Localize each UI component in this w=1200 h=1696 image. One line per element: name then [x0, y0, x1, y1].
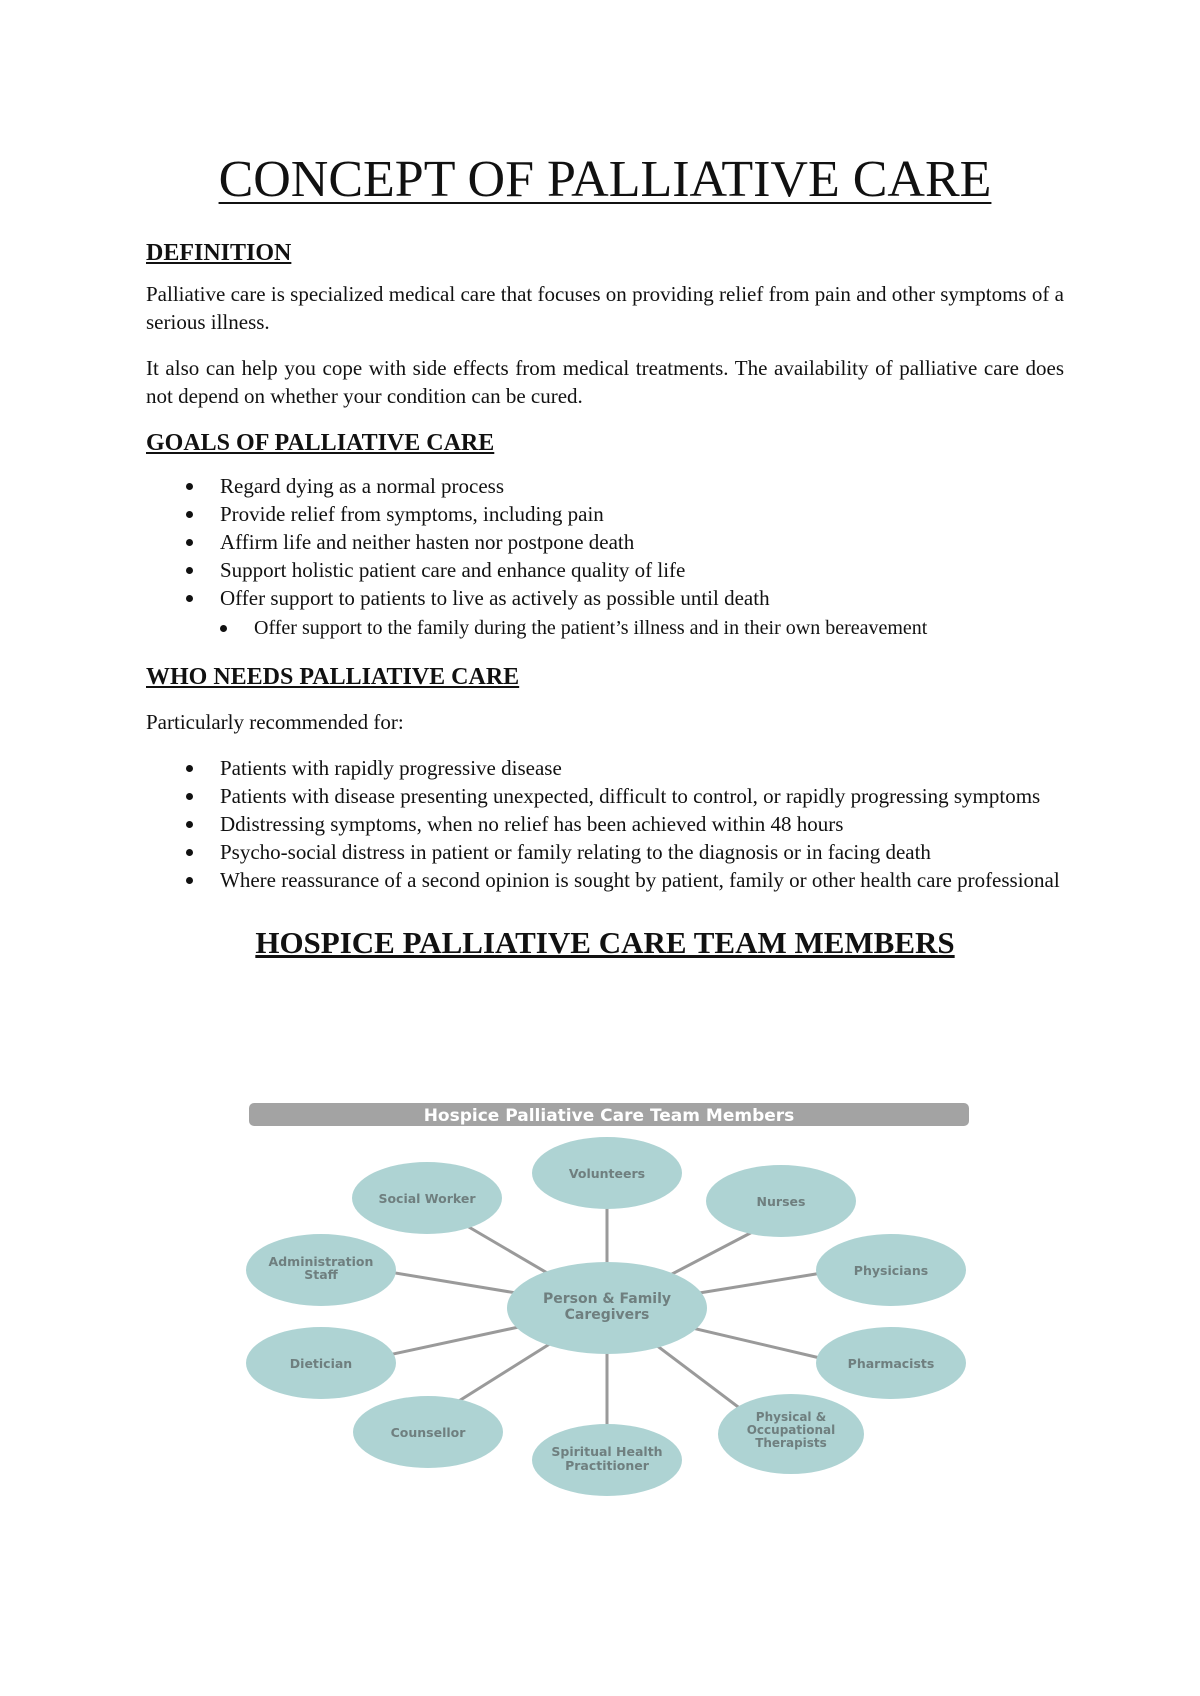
bullet-icon — [220, 625, 227, 632]
diagram-title: Hospice Palliative Care Team Members — [423, 1106, 795, 1126]
who-needs-list — [146, 754, 1064, 894]
list-item: Where reassurance of a second opinion is sought by patient, family or other health care professional — [146, 866, 1064, 894]
team-members-diagram — [225, 1093, 980, 1503]
team-diagram-svg — [225, 1093, 980, 1503]
label-nurses: Nurses — [756, 1194, 806, 1209]
list-item: Patients with disease presenting unexpected, difficult to control, or rapidly progressing symptoms — [146, 782, 1064, 810]
goals-list — [146, 472, 1064, 642]
list-item: Patients with rapidly progressive disease — [146, 754, 1064, 782]
label-physicians: Physicians — [853, 1263, 929, 1278]
bullet-icon — [186, 877, 193, 884]
label-spiritual: Spiritual Health Practitioner — [551, 1444, 663, 1473]
bullet-icon — [186, 765, 193, 772]
hospice-heading: HOSPICE PALLIATIVE CARE TEAM MEMBERS — [255, 925, 955, 960]
label-volunteers: Volunteers — [568, 1166, 646, 1181]
list-item: Regard dying as a normal process — [146, 472, 1064, 500]
label-therapists: Physical & Occupational Therapists — [746, 1410, 836, 1450]
bullet-icon — [186, 511, 193, 518]
list-item: Provide relief from symptoms, including pain — [146, 500, 1064, 528]
label-dietician: Dietician — [289, 1356, 353, 1371]
list-item: Affirm life and neither hasten nor postpone death — [146, 528, 1064, 556]
who-needs-heading: WHO NEEDS PALLIATIVE CARE — [146, 664, 520, 690]
list-item: Offer support to patients to live as actively as possible until death — [146, 584, 1064, 612]
bullet-icon — [186, 849, 193, 856]
list-item-nested: Offer support to the family during the patient’s illness and in their own bereavement — [146, 614, 1064, 642]
list-item: Ddistressing symptoms, when no relief has been achieved within 48 hours — [146, 810, 1064, 838]
page-title: CONCEPT OF PALLIATIVE CARE — [218, 151, 992, 208]
label-counsellor: Counsellor — [390, 1425, 466, 1440]
goals-heading: GOALS OF PALLIATIVE CARE — [146, 430, 495, 456]
label-center: Person & Family Caregivers — [542, 1291, 672, 1323]
label-pharmacists: Pharmacists — [847, 1356, 935, 1371]
definition-paragraph-2: It also can help you cope with side effects from medical treatments. The availability of palliative care does not depend on whether your condition can be cured. — [146, 356, 1064, 408]
list-item: Support holistic patient care and enhance quality of life — [146, 556, 1064, 584]
definition-heading: DEFINITION — [146, 240, 292, 266]
label-social-worker: Social Worker — [378, 1191, 476, 1206]
who-needs-intro: Particularly recommended for: — [146, 710, 404, 734]
label-administration: Administration Staff — [268, 1254, 374, 1282]
bullet-icon — [186, 539, 193, 546]
bullet-icon — [186, 483, 193, 490]
document-content — [146, 150, 1064, 962]
list-item: Psycho-social distress in patient or family relating to the diagnosis or in facing death — [146, 838, 1064, 866]
definition-paragraph-1: Palliative care is specialized medical care that focuses on providing relief from pain and other symptoms of a serious illness. — [146, 282, 1064, 334]
bullet-icon — [186, 821, 193, 828]
bullet-icon — [186, 567, 193, 574]
bullet-icon — [186, 793, 193, 800]
bullet-icon — [186, 595, 193, 602]
